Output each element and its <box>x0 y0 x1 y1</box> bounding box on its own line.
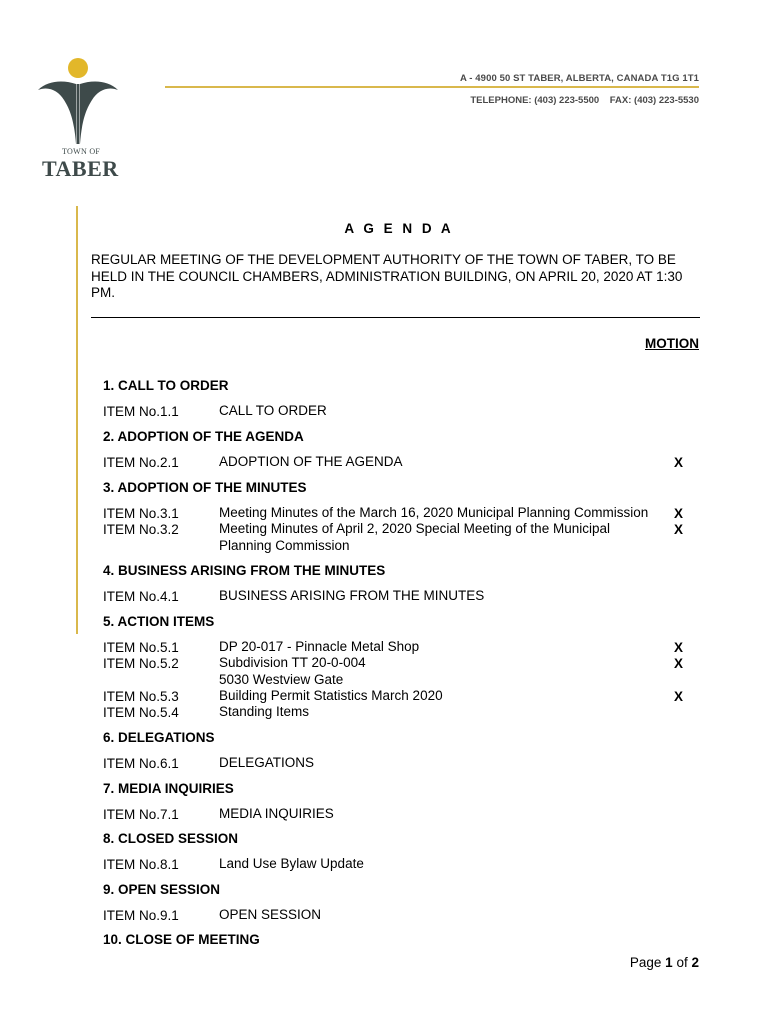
item-description: Land Use Bylaw Update <box>219 856 364 871</box>
section-heading: 9. OPEN SESSION <box>103 882 221 897</box>
motion-mark: X <box>674 506 684 521</box>
section-heading: 2. ADOPTION OF THE AGENDA <box>103 429 304 444</box>
left-accent-bar <box>76 206 78 634</box>
item-description: OPEN SESSION <box>219 907 322 922</box>
address-line: A - 4900 50 ST TABER, ALBERTA, CANADA T1G 1T1 <box>459 73 699 84</box>
item-number: ITEM No.2.1 <box>103 455 179 470</box>
item-number: ITEM No.3.2 <box>103 522 179 537</box>
page-label: Page <box>629 955 662 970</box>
item-description: Building Permit Statistics March 2020 <box>219 688 443 703</box>
item-description: BUSINESS ARISING FROM THE MINUTES <box>219 588 485 603</box>
item-number: ITEM No.5.3 <box>103 689 179 704</box>
item-description-continued: Planning Commission <box>219 538 350 553</box>
divider <box>91 317 700 318</box>
motion-mark: X <box>674 656 684 671</box>
item-number: ITEM No.6.1 <box>103 756 179 771</box>
item-description: CALL TO ORDER <box>219 403 327 418</box>
section-heading: 1. CALL TO ORDER <box>103 378 229 393</box>
motion-mark: X <box>674 640 684 655</box>
item-description: Subdivision TT 20-0-004 <box>219 655 366 670</box>
page-current: 1 <box>665 955 673 970</box>
section-heading: 3. ADOPTION OF THE MINUTES <box>103 480 307 495</box>
item-number: ITEM No.7.1 <box>103 807 179 822</box>
item-number: ITEM No.9.1 <box>103 908 179 923</box>
header-divider <box>165 86 699 88</box>
section-heading: 8. CLOSED SESSION <box>103 831 239 846</box>
meeting-description: REGULAR MEETING OF THE DEVELOPMENT AUTHORITY OF THE TOWN OF TABER, TO BE HELD IN THE COUNCIL CHAMBERS, ADMINISTRATION BUILDING, ON APRIL 20, 2020 AT 1:30 PM. <box>91 252 683 300</box>
item-description: ADOPTION OF THE AGENDA <box>219 454 403 469</box>
motion-mark: X <box>674 455 684 470</box>
section-heading: 7. MEDIA INQUIRIES <box>103 781 234 796</box>
motion-column-header: MOTION <box>645 336 699 351</box>
item-number: ITEM No.5.4 <box>103 705 179 720</box>
item-number: ITEM No.5.2 <box>103 656 179 671</box>
item-number: ITEM No.5.1 <box>103 640 179 655</box>
item-description: MEDIA INQUIRIES <box>219 806 334 821</box>
page-of: of <box>676 955 688 970</box>
section-heading: 5. ACTION ITEMS <box>103 614 215 629</box>
item-description-continued: 5030 Westview Gate <box>219 672 344 687</box>
motion-mark: X <box>674 689 684 704</box>
section-heading: 6. DELEGATIONS <box>103 730 215 745</box>
motion-mark: X <box>674 522 684 537</box>
item-description: Meeting Minutes of the March 16, 2020 Municipal Planning Commission <box>219 505 649 520</box>
section-heading: 10. CLOSE OF MEETING <box>103 932 260 947</box>
section-heading: 4. BUSINESS ARISING FROM THE MINUTES <box>103 563 386 578</box>
item-number: ITEM No.3.1 <box>103 506 179 521</box>
item-number: ITEM No.1.1 <box>103 404 179 419</box>
item-description: Meeting Minutes of April 2, 2020 Special Meeting of the Municipal <box>219 521 610 536</box>
item-description: Standing Items <box>219 704 310 719</box>
page-title: A G E N D A <box>344 221 454 236</box>
item-description: DP 20-017 - Pinnacle Metal Shop <box>219 639 420 654</box>
logo-taber: TABER <box>42 156 119 181</box>
item-number: ITEM No.4.1 <box>103 589 179 604</box>
page-total: 2 <box>691 955 699 970</box>
item-description: DELEGATIONS <box>219 755 315 770</box>
page-number <box>630 955 699 970</box>
logo-town-of: TOWN OF <box>62 147 101 156</box>
telephone-fax-line: TELEPHONE: (403) 223-5500 FAX: (403) 223-5530 <box>470 95 699 106</box>
item-number: ITEM No.8.1 <box>103 857 179 872</box>
